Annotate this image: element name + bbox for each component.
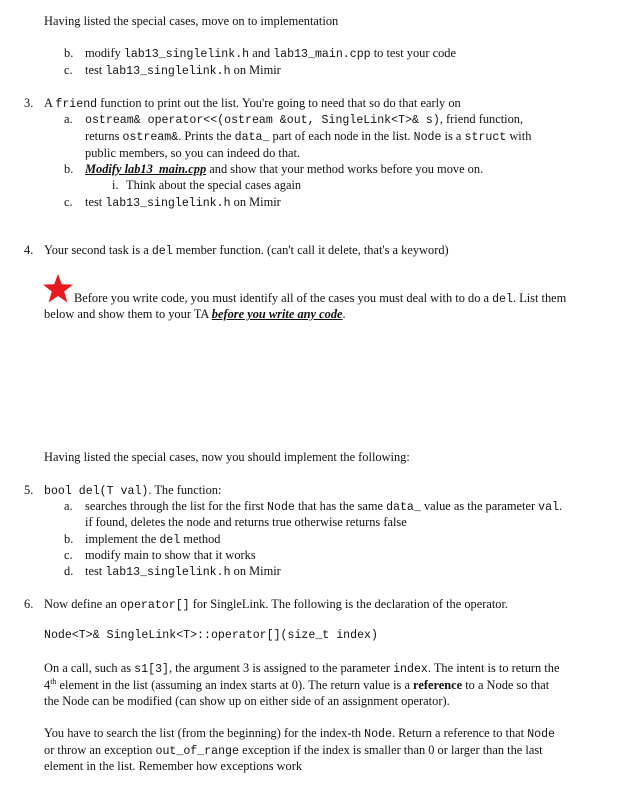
paragraph-line: On a call, such as s1[3], the argument 3 is assigned to the parameter index. The intent is to return the: [44, 661, 560, 676]
list-label: c.: [64, 195, 73, 209]
item-heading: Now define an operator[] for SingleLink. The following is the declaration of the operator.: [44, 597, 509, 612]
list-item-cont: if found, deletes the node and returns true otherwise returns false: [85, 515, 407, 529]
list-item: Modify lab13_main.cpp and show that your method works before you move on.: [85, 162, 484, 176]
list-item: searches through the list for the first Node that has the same data_ value as the parameter val.: [85, 499, 563, 514]
list-item-cont: public members, so you can indeed do that.: [85, 146, 301, 160]
list-label: b.: [64, 46, 74, 60]
item-number: 4.: [24, 243, 34, 257]
paragraph-line: the Node can be modified (can show up on either side of an assignment operator).: [44, 694, 450, 708]
list-item: test lab13_singlelink.h on Mimir: [85, 564, 281, 579]
warning-text-cont: below and show them to your TA before you write any code.: [44, 307, 346, 321]
item-heading: bool del(T val). The function:: [44, 483, 222, 498]
list-label: c.: [64, 548, 73, 562]
list-item: implement the del method: [85, 532, 221, 547]
list-label: a.: [64, 499, 73, 513]
intro-line: Having listed the special cases, now you should implement the following:: [44, 450, 410, 464]
list-label: i.: [112, 178, 119, 192]
paragraph-line: element in the list. Remember how exceptions work: [44, 759, 303, 773]
item-heading: Your second task is a del member function. (can't call it delete, that's a keyword): [44, 243, 449, 258]
star-icon: [42, 273, 74, 304]
intro-line: Having listed the special cases, move on to implementation: [44, 14, 339, 28]
item-number: 5.: [24, 483, 34, 497]
list-label: c.: [64, 63, 73, 77]
list-item: Think about the special cases again: [126, 178, 302, 192]
list-item: modify lab13_singlelink.h and lab13_main.cpp to test your code: [85, 46, 456, 61]
paragraph-line: 4th element in the list (assuming an index starts at 0). The return value is a reference to a Node so that: [44, 676, 550, 692]
warning-text: Before you write code, you must identify all of the cases you must deal with to do a del. List them: [74, 291, 567, 306]
list-item: modify main to show that it works: [85, 548, 256, 562]
item-heading: A friend function to print out the list. You're going to need that so do that early on: [44, 96, 461, 111]
list-label: d.: [64, 564, 74, 578]
item-number: 3.: [24, 96, 34, 110]
paragraph-line: or throw an exception out_of_range exception if the index is smaller than 0 or larger than the last: [44, 743, 543, 758]
list-label: b.: [64, 532, 74, 546]
paragraph-line: You have to search the list (from the beginning) for the index-th Node. Return a reference to that Node: [44, 726, 556, 741]
list-item: test lab13_singlelink.h on Mimir: [85, 63, 281, 78]
list-item: test lab13_singlelink.h on Mimir: [85, 195, 281, 210]
list-item: ostream& operator<<(ostream &out, SingleLink<T>& s), friend function,: [85, 112, 524, 127]
item-number: 6.: [24, 597, 34, 611]
list-item-cont: returns ostream&. Prints the data_ part of each node in the list. Node is a struct with: [85, 129, 532, 144]
code-declaration: Node<T>& SingleLink<T>::operator[](size_t index): [44, 629, 378, 642]
list-label: b.: [64, 162, 74, 176]
list-label: a.: [64, 112, 73, 126]
